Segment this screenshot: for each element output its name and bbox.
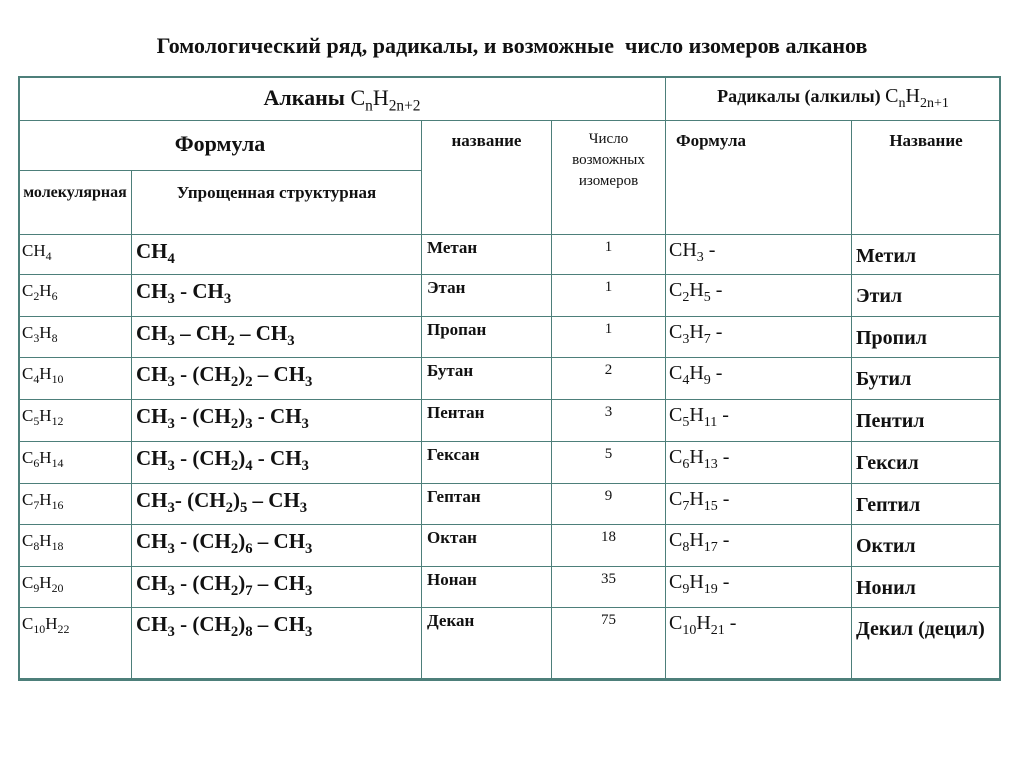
isomer-count: 18 (601, 529, 616, 545)
page-title: Гомологический ряд, радикалы, и возможные число изомеров алканов (156, 33, 868, 58)
name-label: название (451, 131, 522, 150)
row-radical-name (851, 234, 1001, 275)
row-radical-name (851, 316, 1001, 358)
radical-formula: $C_{10}H_{21}$ - (669, 612, 737, 638)
isomer-count: 35 (601, 571, 616, 587)
row-name (421, 274, 552, 317)
alkane-name: Гептан (427, 487, 481, 506)
simplified-label: Упрощенная структурная (176, 183, 377, 202)
row-structural (131, 483, 422, 525)
row-molecular (18, 399, 132, 442)
header-formula (18, 120, 422, 171)
header-alkanes (18, 76, 666, 121)
row-structural (131, 316, 422, 358)
row-name (421, 357, 552, 400)
formula-label: Формула (174, 131, 266, 156)
radicals-general-formula: $C_nH_{2n+1}$ (885, 85, 949, 111)
alkane-name: Пентан (427, 403, 485, 422)
row-molecular (18, 607, 132, 681)
row-radical-name (851, 357, 1001, 400)
radical-name: Пентил (856, 410, 925, 432)
radical-name: Гептил (856, 494, 921, 516)
isomers-label: Число возможных изомеров (572, 131, 645, 189)
row-molecular (18, 316, 132, 358)
radical-formula: $C_9H_{19}$ - (669, 571, 730, 597)
structural-formula: $CH_3 - (CH_2)_3 - CH_3$ (136, 404, 309, 433)
isomer-count: 75 (601, 612, 616, 628)
radical-formula: $C_3H_7$ - (669, 321, 723, 347)
radical-name: Декил (децил) (856, 618, 985, 640)
row-radical (665, 399, 852, 442)
header-rad-formula (665, 120, 852, 235)
row-isomers (551, 483, 666, 525)
isomer-count: 1 (604, 279, 613, 295)
header-isomers (551, 120, 666, 235)
radical-formula: $C_8H_{17}$ - (669, 529, 730, 555)
structural-formula: $CH_3 - (CH_2)_7 - CH_3$ (136, 571, 313, 600)
radical-name: Метил (856, 245, 917, 267)
radical-formula: $C_4H_9$ - (669, 362, 723, 388)
row-isomers (551, 524, 666, 567)
row-molecular (18, 483, 132, 525)
row-structural (131, 566, 422, 608)
molecular-formula: $C_2H_6$ (22, 281, 58, 304)
row-name (421, 566, 552, 608)
isomer-count: 9 (604, 488, 613, 504)
row-radical (665, 274, 852, 317)
row-molecular (18, 441, 132, 484)
row-radical-name (851, 441, 1001, 484)
alkane-name: Нонан (427, 570, 477, 589)
row-name (421, 483, 552, 525)
row-isomers (551, 399, 666, 442)
radical-formula: $CH_3$ - (669, 239, 716, 265)
header-rad-name (851, 120, 1001, 235)
molecular-formula: $C_3H_8$ (22, 323, 58, 346)
radical-name: Октил (856, 535, 916, 557)
row-radical (665, 566, 852, 608)
row-radical-name (851, 524, 1001, 567)
structural-formula: $CH_3 - (CH_2)_4 - CH_3$ (136, 446, 309, 475)
row-radical-name (851, 566, 1001, 608)
structural-formula: $CH_3 - (CH_2)_6 - CH_3$ (136, 529, 313, 558)
alkane-name: Метан (427, 238, 478, 257)
row-name (421, 441, 552, 484)
rad-name-label: Название (889, 131, 963, 150)
molecular-formula: $C_7H_{16}$ (22, 490, 64, 513)
alkane-name: Октан (427, 528, 477, 547)
isomer-count: 2 (604, 362, 613, 378)
row-molecular (18, 274, 132, 317)
isomer-count: 5 (604, 446, 613, 462)
radical-name: Пропил (856, 327, 927, 349)
structural-formula: $CH_3 - (CH_2)_2 - CH_3$ (136, 362, 313, 391)
row-structural (131, 441, 422, 484)
row-isomers (551, 607, 666, 681)
row-name (421, 607, 552, 681)
header-name (421, 120, 552, 235)
header-simplified (131, 170, 422, 235)
row-radical (665, 524, 852, 567)
structural-formula: $CH_3-$ $(CH_2)_5 - CH_3$ (136, 488, 308, 517)
alkanes-general-formula: $C_nH_{2n+2}$ (350, 85, 421, 115)
header-molecular (18, 170, 132, 235)
isomer-count: 1 (604, 239, 613, 255)
row-radical (665, 607, 852, 681)
molecular-formula: $C_9H_{20}$ (22, 573, 64, 596)
row-structural (131, 234, 422, 275)
row-isomers (551, 316, 666, 358)
row-isomers (551, 357, 666, 400)
structural-formula: $CH_3 - CH_3$ (136, 279, 232, 308)
row-radical-name (851, 274, 1001, 317)
isomer-count: 3 (604, 404, 613, 420)
row-structural (131, 399, 422, 442)
row-radical (665, 441, 852, 484)
row-molecular (18, 234, 132, 275)
molecular-formula: $C_8H_{18}$ (22, 531, 64, 554)
row-radical (665, 357, 852, 400)
row-name (421, 399, 552, 442)
alkane-name: Пропан (427, 320, 487, 339)
structural-formula: $CH_3 - CH_2 - CH_3$ (136, 321, 295, 350)
row-name (421, 234, 552, 275)
radical-formula: $C_6H_{13}$ - (669, 446, 730, 472)
row-radical (665, 234, 852, 275)
row-name (421, 316, 552, 358)
molecular-formula: $C_5H_{12}$ (22, 406, 64, 429)
row-radical-name (851, 483, 1001, 525)
radical-name: Гексил (856, 452, 919, 474)
row-name (421, 524, 552, 567)
row-molecular (18, 524, 132, 567)
rad-formula-label: Формула (676, 131, 746, 150)
alkanes-label: Алканы (263, 85, 351, 110)
row-molecular (18, 357, 132, 400)
row-radical-name (851, 607, 1001, 681)
structural-formula: $CH_4$ (136, 239, 175, 268)
structural-formula: $CH_3 - (CH_2)_8 - CH_3$ (136, 612, 313, 641)
radical-name: Бутил (856, 368, 912, 390)
row-isomers (551, 274, 666, 317)
row-structural (131, 524, 422, 567)
header-radicals (665, 76, 1001, 121)
alkane-name: Декан (427, 611, 475, 630)
row-structural (131, 357, 422, 400)
alkane-name: Этан (427, 278, 466, 297)
radical-name: Этил (856, 285, 903, 307)
radical-formula: $C_5H_{11}$ - (669, 404, 729, 430)
radical-formula: $C_2H_5$ - (669, 279, 723, 305)
radical-formula: $C_7H_{15}$ - (669, 488, 730, 514)
row-radical (665, 483, 852, 525)
alkane-name: Гексан (427, 445, 480, 464)
row-radical-name (851, 399, 1001, 442)
alkane-name: Бутан (427, 361, 474, 380)
row-molecular (18, 566, 132, 608)
molecular-formula: $C_6H_{14}$ (22, 448, 64, 471)
isomer-count: 1 (604, 321, 613, 337)
row-structural (131, 274, 422, 317)
row-radical (665, 316, 852, 358)
row-isomers (551, 566, 666, 608)
row-structural (131, 607, 422, 681)
row-isomers (551, 234, 666, 275)
radicals-label: Радикалы (алкилы) (717, 86, 886, 106)
radical-name: Нонил (856, 577, 916, 599)
row-isomers (551, 441, 666, 484)
molecular-label: молекулярная (23, 184, 127, 201)
molecular-formula: $C_4H_{10}$ (22, 364, 64, 387)
molecular-formula: $CH_4$ (22, 241, 52, 264)
molecular-formula: $C_{10}H_{22}$ (22, 614, 70, 637)
